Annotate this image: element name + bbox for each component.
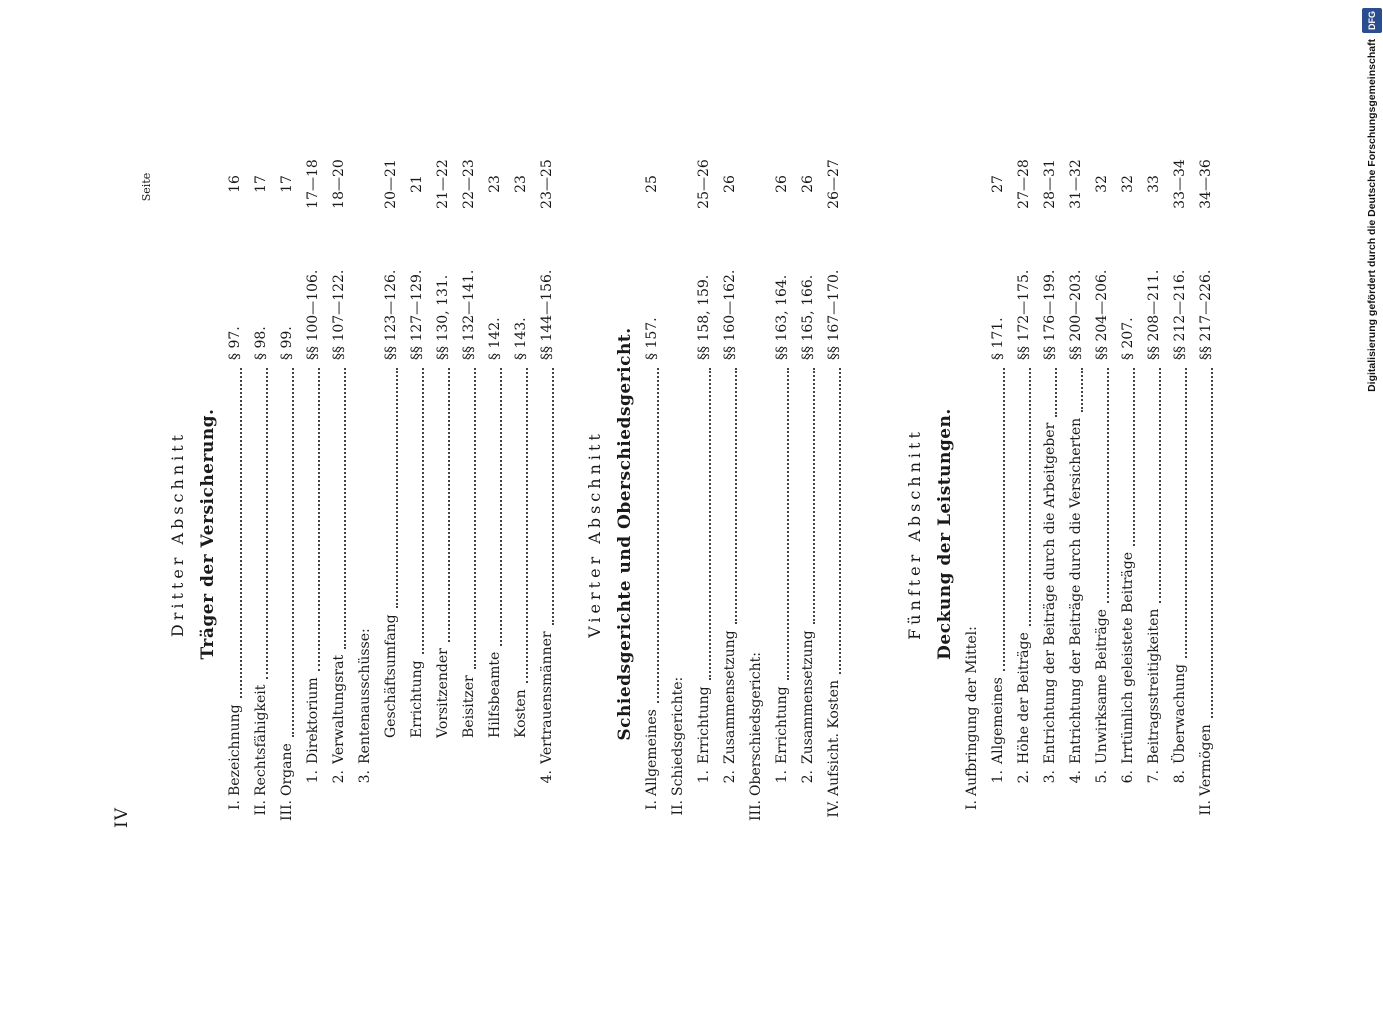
entry-label: Irrtümlich geleistete Beiträge (1120, 551, 1136, 764)
entry-paragraphs: § 142. (487, 317, 503, 360)
entry-paragraphs: §§ 172—175. (1016, 269, 1032, 360)
toc-entry (248, 0, 274, 1000)
entry-pages: 26 (722, 175, 738, 193)
entry-pages: 33 (1146, 175, 1162, 193)
toc-entry (352, 0, 378, 1000)
toc-entry (1011, 0, 1037, 1000)
toc-entry (326, 0, 352, 1000)
entry-paragraphs: § 171. (990, 317, 1006, 360)
entry-paragraphs: §§ 212—216. (1172, 269, 1188, 360)
entry-label: Aufbringung der Mittel: (964, 626, 980, 796)
entry-label: Vermögen (1198, 724, 1214, 796)
entry-number: II. (1198, 800, 1214, 816)
entry-paragraphs: §§ 158, 159. (696, 274, 712, 360)
entry-pages: 27 (990, 175, 1006, 193)
funding-note-text: Digitalisierung gefördert durch die Deutsche Forschungsgemeinschaft (1366, 38, 1378, 392)
entry-paragraphs: §§ 163, 164. (774, 274, 790, 360)
funding-sidebar (1362, 8, 1382, 400)
entry-pages: 23 (487, 175, 503, 193)
dot-leader (1159, 368, 1161, 603)
dot-leader (318, 368, 320, 671)
dot-leader (552, 368, 554, 625)
entry-number: I. (227, 800, 243, 810)
entry-number: 2. (722, 770, 738, 784)
dot-leader (1003, 368, 1005, 671)
toc-entry (456, 0, 482, 1000)
entry-pages: 32 (1120, 175, 1136, 193)
entry-pages: 26—27 (826, 159, 842, 209)
entry-paragraphs: §§ 160—162. (722, 269, 738, 360)
dot-leader (448, 368, 450, 642)
entry-pages: 33—34 (1172, 159, 1188, 209)
toc-entry (743, 0, 769, 1000)
entry-paragraphs: §§ 165, 166. (800, 274, 816, 360)
section-title: Fünfter Abschnitt (905, 428, 924, 640)
entry-pages: 17—18 (305, 159, 321, 209)
entry-number: 4. (1068, 770, 1084, 784)
entry-label: Geschäftsumfang (383, 614, 399, 738)
entry-label: Verwaltungsrat (331, 654, 347, 764)
entry-paragraphs: §§ 123—126. (383, 269, 399, 360)
entry-number: II. (670, 800, 686, 816)
entry-label: Aufsicht. Kosten (826, 680, 842, 796)
toc-entry (534, 0, 560, 1000)
entry-paragraphs: §§ 208—211. (1146, 269, 1162, 360)
toc-entry (691, 0, 717, 1000)
toc-entry (274, 0, 300, 1000)
toc-entry (985, 0, 1011, 1000)
entry-number: I. (644, 800, 660, 810)
entry-number: 2. (1016, 770, 1032, 784)
entry-label: Kosten (513, 689, 529, 738)
dot-leader (787, 368, 789, 680)
entry-number: I. (964, 800, 980, 810)
section-subtitle: Schiedsgerichte und Oberschiedsgericht. (615, 327, 635, 741)
toc-entry (717, 0, 743, 1000)
funding-note (1362, 8, 1382, 400)
entry-label: Oberschiedsgericht: (748, 652, 764, 796)
entry-label: Allgemeines (644, 709, 660, 796)
dot-leader (396, 368, 398, 608)
dot-leader (474, 368, 476, 669)
dot-leader (813, 368, 815, 624)
entry-label: Rechtsfähigkeit (253, 684, 269, 796)
toc-entry (1089, 0, 1115, 1000)
dot-leader (735, 368, 737, 624)
dot-leader (1133, 368, 1135, 546)
entry-number: 3. (1042, 770, 1058, 784)
toc-entry (430, 0, 456, 1000)
page-column-header: Seite (140, 172, 153, 202)
entry-pages: 20—21 (383, 159, 399, 209)
toc-entry (639, 0, 665, 1000)
section-title: Dritter Abschnitt (168, 430, 187, 638)
dot-leader (839, 368, 841, 674)
entry-pages: 28—31 (1042, 159, 1058, 209)
toc-entry (1115, 0, 1141, 1000)
toc-entry (1063, 0, 1089, 1000)
entry-pages: 31—32 (1068, 159, 1084, 209)
entry-label: Unwirksame Beiträge (1094, 609, 1110, 764)
entry-pages: 23 (513, 175, 529, 193)
entry-pages: 22—23 (461, 159, 477, 209)
entry-number: III. (279, 800, 295, 822)
dot-leader (422, 368, 424, 654)
dot-leader (657, 368, 659, 703)
entry-pages: 26 (774, 175, 790, 193)
section-subtitle: Deckung der Leistungen. (935, 408, 955, 660)
entry-pages: 21—22 (435, 159, 451, 209)
dot-leader (1081, 368, 1083, 412)
entry-pages: 18—20 (331, 159, 347, 209)
entry-paragraphs: § 98. (253, 326, 269, 360)
entry-pages: 16 (227, 175, 243, 193)
dot-leader (1055, 368, 1057, 417)
dot-leader (240, 368, 242, 698)
toc-entry (959, 0, 985, 1000)
entry-number: 2. (331, 770, 347, 784)
toc-entry (222, 0, 248, 1000)
entry-label: Schiedsgerichte: (670, 676, 686, 796)
entry-number: II. (253, 800, 269, 816)
entry-pages: 32 (1094, 175, 1110, 193)
entry-paragraphs: § 99. (279, 326, 295, 360)
toc-entry (404, 0, 430, 1000)
entry-pages: 25—26 (696, 159, 712, 209)
entry-paragraphs: §§ 217—226. (1198, 269, 1214, 360)
entry-paragraphs: § 207. (1120, 317, 1136, 360)
entry-pages: 21 (409, 175, 425, 193)
dot-leader (292, 368, 294, 737)
dot-leader (526, 368, 528, 683)
entry-label: Rentenausschüsse: (357, 628, 373, 764)
entry-number: 4. (539, 770, 555, 784)
toc-entry (665, 0, 691, 1000)
entry-paragraphs: § 157. (644, 317, 660, 360)
entry-label: Überwachung (1172, 664, 1188, 764)
page-number: IV (112, 807, 132, 828)
entry-label: Zusammensetzung (800, 630, 816, 764)
entry-number: 1. (990, 770, 1006, 784)
entry-paragraphs: § 97. (227, 326, 243, 360)
entry-label: Höhe der Beiträge (1016, 632, 1032, 764)
entry-number: 7. (1146, 770, 1162, 784)
section-subtitle: Träger der Versicherung. (198, 408, 218, 660)
entry-paragraphs: §§ 132—141. (461, 269, 477, 360)
entry-paragraphs: §§ 100—106. (305, 269, 321, 360)
toc-entry (821, 0, 847, 1000)
entry-pages: 34—36 (1198, 159, 1214, 209)
entry-number: III. (748, 800, 764, 822)
entry-label: Bezeichnung (227, 704, 243, 796)
entry-label: Errichtung (696, 686, 712, 764)
entry-label: Zusammensetzung (722, 630, 738, 764)
toc-entry (300, 0, 326, 1000)
dot-leader (500, 368, 502, 646)
entry-paragraphs: §§ 127—129. (409, 269, 425, 360)
entry-number: 1. (696, 770, 712, 784)
toc-entry (1037, 0, 1063, 1000)
entry-label: Hilfsbeamte (487, 651, 503, 738)
dfg-logo: DFG (1362, 8, 1382, 33)
toc-entry (482, 0, 508, 1000)
entry-pages: 25 (644, 175, 660, 193)
entry-paragraphs: §§ 144—156. (539, 269, 555, 360)
entry-number: 1. (774, 770, 790, 784)
entry-pages: 17 (253, 175, 269, 193)
entry-label: Errichtung (409, 660, 425, 738)
toc-entry (508, 0, 534, 1000)
toc-entry (795, 0, 821, 1000)
entry-paragraphs: §§ 167—170. (826, 269, 842, 360)
entry-paragraphs: §§ 200—203. (1068, 269, 1084, 360)
toc-entry (1193, 0, 1219, 1000)
dot-leader (1185, 368, 1187, 658)
entry-label: Beisitzer (461, 675, 477, 738)
entry-paragraphs: §§ 176—199. (1042, 269, 1058, 360)
entry-number: 3. (357, 770, 373, 784)
entry-pages: 23—25 (539, 159, 555, 209)
entry-number: IV. (826, 800, 842, 818)
entry-number: 2. (800, 770, 816, 784)
toc-entry (1141, 0, 1167, 1000)
dot-leader (1107, 368, 1109, 603)
entry-label: Allgemeines (990, 677, 1006, 764)
toc-entry (1167, 0, 1193, 1000)
entry-pages: 17 (279, 175, 295, 193)
entry-number: 1. (305, 770, 321, 784)
dot-leader (1029, 368, 1031, 626)
toc-entry (378, 0, 404, 1000)
entry-label: Beitragsstreitigkeiten (1146, 608, 1162, 764)
entry-pages: 27—28 (1016, 159, 1032, 209)
entry-label: Organe (279, 743, 295, 796)
entry-number: 5. (1094, 770, 1110, 784)
entry-label: Entrichtung der Beiträge durch die Versicherten (1068, 417, 1084, 764)
entry-pages: 26 (800, 175, 816, 193)
entry-number: 6. (1120, 770, 1136, 784)
dot-leader (1211, 368, 1213, 718)
entry-label: Direktorium (305, 677, 321, 764)
entry-label: Entrichtung der Beiträge durch die Arbeitgeber (1042, 422, 1058, 764)
entry-number: 8. (1172, 770, 1188, 784)
dot-leader (709, 368, 711, 680)
entry-label: Vertrauensmänner (539, 631, 555, 764)
entry-label: Errichtung (774, 686, 790, 764)
dot-leader (266, 368, 268, 679)
entry-paragraphs: §§ 204—206. (1094, 269, 1110, 360)
entry-paragraphs: § 143. (513, 317, 529, 360)
dot-leader (344, 368, 346, 649)
entry-paragraphs: §§ 130, 131. (435, 274, 451, 360)
toc-entry (769, 0, 795, 1000)
entry-paragraphs: §§ 107—122. (331, 269, 347, 360)
section-title: Vierter Abschnitt (585, 430, 604, 638)
entry-label: Vorsitzender (435, 648, 451, 738)
